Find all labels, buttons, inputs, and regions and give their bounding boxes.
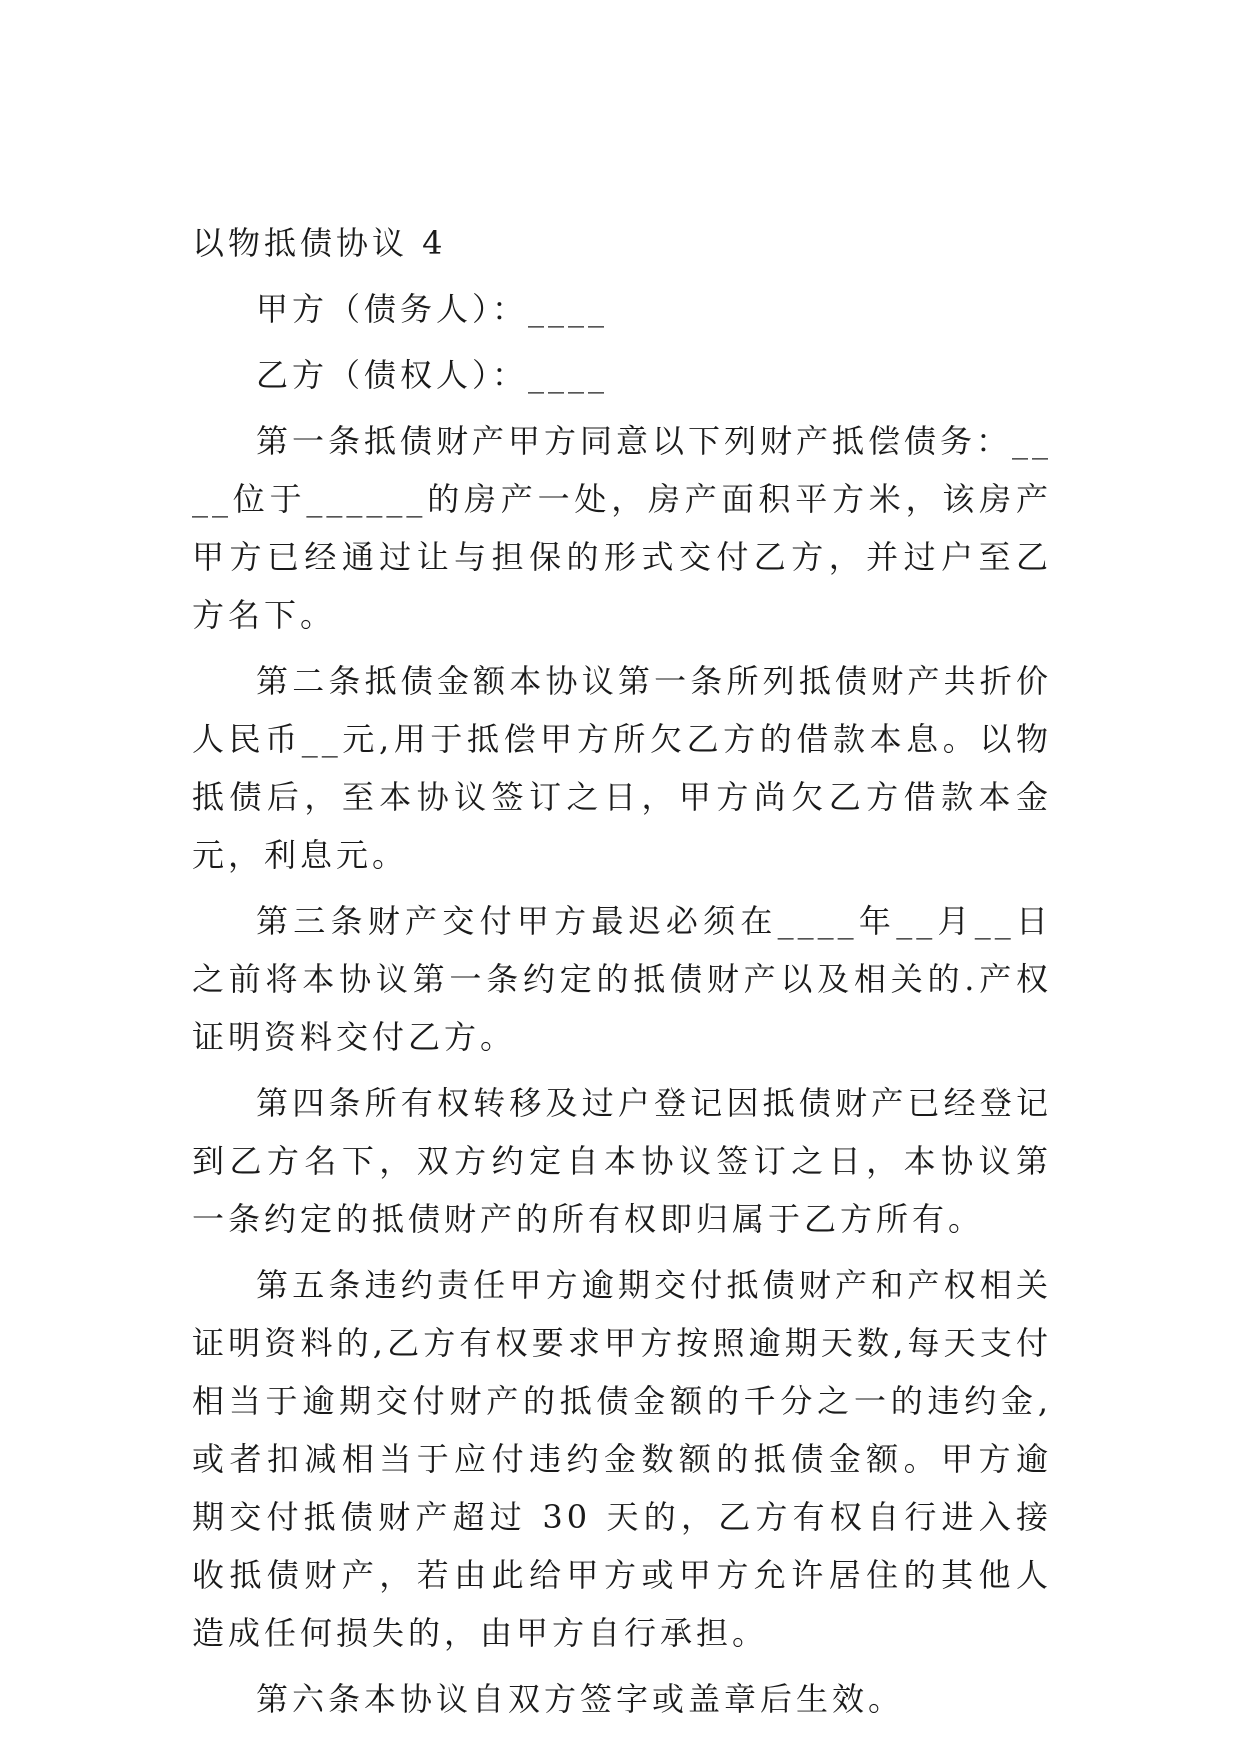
- party-a-line: 甲方（债务人）：____: [256, 290, 609, 328]
- article-5: 第五条违约责任甲方逾期交付抵债财产和产权相关证明资料的,乙方有权要求甲方按照逾期天数,每天支付相当于逾期交付财产的抵债金额的千分之一的违约金,或者扣减相当于应付违约金数额的抵债金额。甲方逾期交付抵债财产超过 30 天的，乙方有权自行进入接收抵债财产，若由此给甲方或甲方允许居住的其他人造成任何损失的，由甲方自行承担。: [192, 1266, 1052, 1652]
- article-3: 第三条财产交付甲方最迟必须在____年__月__日之前将本协议第一条约定的抵债财产以及相关的.产权证明资料交付乙方。: [192, 902, 1052, 1056]
- article-6: 第六条本协议自双方签字或盖章后生效。: [256, 1680, 905, 1718]
- article-2: 第二条抵债金额本协议第一条所列抵债财产共折价人民币__元,用于抵偿甲方所欠乙方的借款本息。以物抵债后，至本协议签订之日，甲方尚欠乙方借款本金元，利息元。: [192, 662, 1052, 874]
- party-b-line: 乙方（债权人）：____: [256, 356, 609, 394]
- agreement-document: [192, 214, 1052, 1736]
- article-1: 第一条抵债财产甲方同意以下列财产抵偿债务：____位于______的房产一处，房产面积平方米，该房产甲方已经通过让与担保的形式交付乙方，并过户至乙方名下。: [192, 422, 1053, 634]
- document-title: 以物抵债协议 4: [192, 224, 447, 262]
- article-4: 第四条所有权转移及过户登记因抵债财产已经登记到乙方名下，双方约定自本协议签订之日，本协议第一条约定的抵债财产的所有权即归属于乙方所有。: [192, 1084, 1052, 1238]
